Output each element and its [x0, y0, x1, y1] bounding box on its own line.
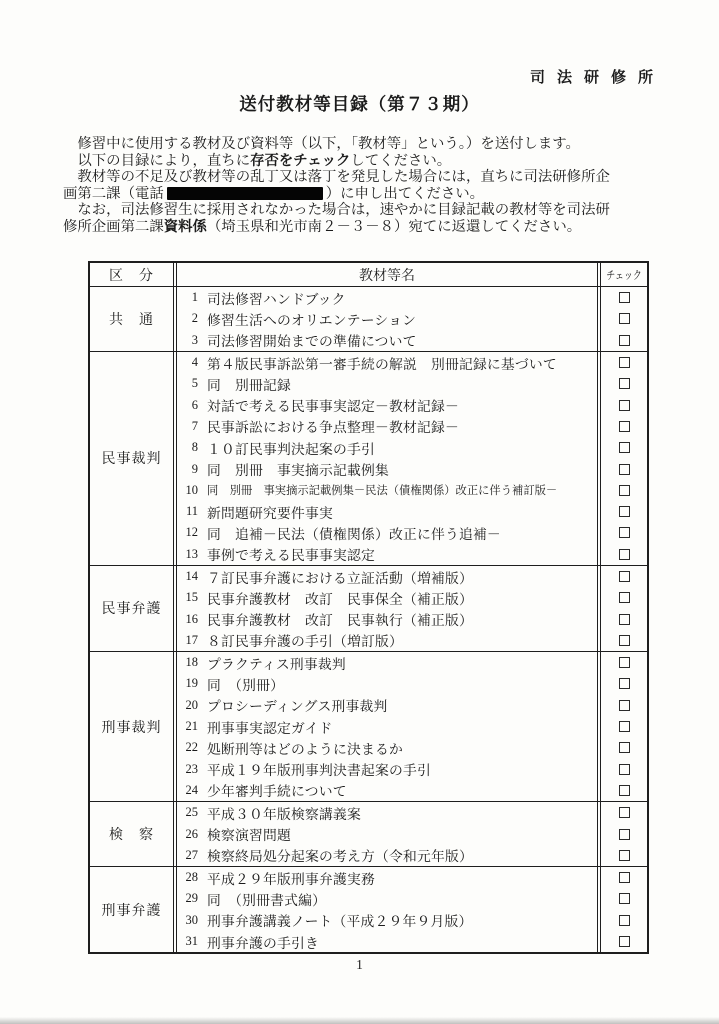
checkbox-unchecked[interactable]: [619, 527, 630, 538]
item-title: 処断刑等はどのように決まるか: [207, 741, 403, 757]
table-row: [177, 352, 597, 373]
table-section: [90, 351, 647, 565]
intro-line: [63, 169, 663, 186]
intro-line: [63, 136, 663, 153]
checkbox-unchecked[interactable]: [619, 742, 630, 753]
checkbox-unchecked[interactable]: [619, 764, 630, 775]
table-row: [177, 931, 597, 952]
item-title: 司法修習ハンドブック: [207, 291, 346, 307]
table-row: [177, 287, 597, 308]
table-row: [177, 823, 597, 844]
intro-line: [63, 219, 663, 236]
item-number: 10: [185, 482, 198, 497]
item-title: １０訂民事判決起案の手引: [207, 441, 375, 457]
item-number: 22: [185, 740, 198, 755]
checkbox-unchecked[interactable]: [619, 485, 630, 496]
emphasized-text: 資料係: [163, 218, 207, 235]
item-number: 2: [191, 311, 198, 326]
item-title: プロシーディングス刑事裁判: [207, 699, 388, 715]
item-number: 19: [185, 676, 198, 691]
intro-line: [63, 153, 663, 170]
intro-paragraphs: [63, 136, 663, 235]
check-cell: [601, 330, 647, 351]
item-title: 同 追補－民法（債権関係）改正に伴う追補－: [207, 526, 501, 542]
page-number: 1: [356, 957, 363, 972]
check-cell: [601, 437, 647, 458]
table-section: [90, 866, 647, 952]
item-title: 刑事事実認定ガイド: [207, 720, 333, 736]
item-number: 21: [185, 719, 198, 734]
table-row: [177, 330, 597, 351]
item-title: 検察演習問題: [207, 828, 291, 844]
item-title: 刑事弁護講義ノート（平成２９年９月版）: [207, 914, 473, 930]
item-title: 同 別冊 事実摘示記載例集－民法（債権関係）改正に伴う補訂版－: [207, 485, 558, 498]
checkbox-unchecked[interactable]: [619, 807, 630, 818]
item-title: 民事弁護教材 改訂 民事執行（補正版）: [207, 613, 473, 629]
check-cell: [601, 287, 647, 308]
body-text: 修習中に使用する教材及び資料等（以下，「教材等」という。）を送付します。: [63, 136, 580, 152]
item-number: 6: [191, 397, 198, 412]
checkbox-unchecked[interactable]: [619, 721, 630, 732]
checkbox-unchecked[interactable]: [619, 313, 630, 324]
item-title: 同 別冊記録: [207, 377, 291, 393]
item-number: 9: [191, 461, 198, 476]
item-number: 23: [185, 761, 198, 776]
check-cell: [601, 522, 647, 543]
column-header-check: チェック: [606, 269, 642, 282]
column-header-material: 教材等名: [359, 268, 415, 284]
check-cell: [601, 716, 647, 737]
table-row: [177, 416, 597, 437]
table-header-row: [90, 263, 647, 287]
checkbox-unchecked[interactable]: [619, 592, 630, 603]
check-cell: [601, 759, 647, 780]
item-number: 26: [185, 826, 198, 841]
materials-table: [88, 261, 649, 954]
table-row: [177, 630, 597, 651]
item-title: 司法修習開始までの準備について: [207, 334, 417, 350]
institution-name: 司法研修所: [529, 70, 665, 86]
table-row: [177, 566, 597, 587]
item-number: 15: [185, 590, 198, 605]
item-number: 8: [191, 440, 198, 455]
body-text: 画第二課（電話: [63, 185, 164, 202]
item-title: 民事訴訟における争点整理－教材記録－: [207, 420, 459, 436]
check-cell: [601, 608, 647, 629]
table-row: [177, 845, 597, 866]
section-category-label: 検 察: [90, 802, 174, 866]
table-row: [177, 544, 597, 565]
table-row: [177, 308, 597, 329]
section-category-label: 刑事裁判: [90, 652, 174, 801]
body-text: （埼玉県和光市南２－３－８）宛てに返還してください。: [206, 218, 582, 235]
item-number: 5: [191, 376, 198, 391]
body-text: 修所企画第二課: [63, 218, 164, 235]
item-title: 検察終局処分起案の考え方（令和元年版）: [207, 849, 473, 865]
table-row: [177, 373, 597, 394]
intro-line: [63, 186, 663, 203]
item-number: 29: [185, 891, 198, 906]
checkbox-unchecked[interactable]: [619, 893, 630, 904]
check-cell: [601, 416, 647, 437]
item-title: 第４版民事訴訟第一審手続の解説 別冊記録に基づいて: [207, 356, 557, 372]
check-cell: [601, 373, 647, 394]
checkbox-unchecked[interactable]: [619, 571, 630, 582]
table-row: [177, 673, 597, 694]
emphasized-text: 存否をチェック: [250, 152, 351, 169]
section-category-label: 民事裁判: [90, 352, 174, 565]
item-title: 同 （別冊書式編）: [207, 892, 327, 908]
item-title: 平成１９年版刑事判決書起案の手引: [207, 763, 431, 779]
table-row: [177, 737, 597, 758]
checkbox-unchecked[interactable]: [619, 785, 630, 796]
check-cell: [601, 480, 647, 501]
item-number: 24: [185, 782, 198, 797]
table-row: [177, 695, 597, 716]
table-row: [177, 910, 597, 931]
item-number: 1: [191, 290, 198, 305]
check-cell: [601, 673, 647, 694]
check-cell: [601, 780, 647, 801]
checkbox-unchecked[interactable]: [619, 936, 630, 947]
check-cell: [601, 394, 647, 415]
table-section: [90, 801, 647, 866]
item-number: 12: [185, 525, 198, 540]
item-number: 31: [185, 934, 198, 949]
body-text: してください。: [350, 152, 452, 169]
check-cell: [601, 910, 647, 931]
check-cell: [601, 652, 647, 673]
checkbox-unchecked[interactable]: [619, 421, 630, 432]
checkbox-unchecked[interactable]: [619, 357, 630, 368]
item-number: 18: [185, 655, 198, 670]
item-number: 11: [185, 504, 198, 519]
table-row: [177, 652, 597, 673]
item-number: 13: [185, 546, 198, 561]
table-section: [90, 651, 647, 801]
item-number: 30: [185, 912, 198, 927]
check-cell: [601, 867, 647, 888]
checkbox-unchecked[interactable]: [619, 829, 630, 840]
table-row: [177, 867, 597, 888]
item-number: 27: [185, 847, 198, 862]
intro-line: [63, 202, 663, 219]
table-row: [177, 394, 597, 415]
item-title: プラクティス刑事裁判: [207, 656, 346, 672]
checkbox-unchecked[interactable]: [619, 850, 630, 861]
table-row: [177, 501, 597, 522]
column-header-category: 区 分: [90, 263, 174, 286]
redacted-phone-number: [167, 187, 323, 200]
table-row: [177, 587, 597, 608]
item-title: 民事弁護教材 改訂 民事保全（補正版）: [207, 591, 473, 607]
table-row: [177, 522, 597, 543]
checkbox-unchecked[interactable]: [619, 872, 630, 883]
checkbox-unchecked[interactable]: [619, 464, 630, 475]
check-cell: [601, 458, 647, 479]
check-cell: [601, 888, 647, 909]
checkbox-unchecked[interactable]: [619, 292, 630, 303]
body-text: 教材等の不足及び教材等の乱丁又は落丁を発見した場合には，直ちに司法研修所企: [63, 169, 610, 185]
item-title: 刑事弁護の手引き: [207, 935, 319, 951]
table-section: [90, 287, 647, 351]
check-cell: [601, 737, 647, 758]
check-cell: [601, 501, 647, 522]
item-title: 修習生活へのオリエンテーション: [207, 312, 417, 328]
section-category-label: 刑事弁護: [90, 867, 174, 952]
checkbox-unchecked[interactable]: [619, 614, 630, 625]
item-title: 平成２９年版刑事弁護実務: [207, 871, 375, 887]
check-cell: [601, 823, 647, 844]
scan-edge-shadow: [0, 1017, 719, 1024]
check-cell: [601, 566, 647, 587]
checkbox-unchecked[interactable]: [619, 678, 630, 689]
checkbox-unchecked[interactable]: [619, 378, 630, 389]
table-row: [177, 888, 597, 909]
check-cell: [601, 931, 647, 952]
checkbox-unchecked[interactable]: [619, 915, 630, 926]
checkbox-unchecked[interactable]: [619, 635, 630, 646]
item-title: 少年審判手続について: [207, 784, 347, 800]
table-row: [177, 480, 597, 501]
table-row: [177, 759, 597, 780]
check-cell: [601, 802, 647, 823]
table-row: [177, 437, 597, 458]
item-number: 17: [185, 632, 198, 647]
body-text: ）に申し出てください。: [325, 185, 485, 202]
check-cell: [601, 845, 647, 866]
item-title: 対話で考える民事事実認定－教材記録－: [207, 399, 459, 415]
check-cell: [601, 587, 647, 608]
item-number: 3: [191, 332, 198, 347]
item-title: 事例で考える民事事実認定: [207, 548, 375, 564]
item-number: 7: [191, 418, 198, 433]
item-number: 28: [185, 870, 198, 885]
item-title: 同 （別冊）: [207, 677, 285, 693]
body-text: 以下の目録により，直ちに: [63, 152, 251, 169]
item-number: 20: [185, 697, 198, 712]
section-category-label: 共 通: [90, 287, 174, 351]
checkbox-unchecked[interactable]: [619, 657, 630, 668]
document-title: 送付教材等目録（第７３期）: [239, 94, 480, 114]
check-cell: [601, 695, 647, 716]
checkbox-unchecked[interactable]: [619, 700, 630, 711]
checkbox-unchecked[interactable]: [619, 549, 630, 560]
checkbox-unchecked[interactable]: [619, 442, 630, 453]
item-title: ８訂民事弁護の手引（増訂版）: [207, 634, 403, 650]
item-title: 平成３０年版検察講義案: [207, 806, 361, 822]
check-cell: [601, 630, 647, 651]
item-number: 4: [191, 355, 198, 370]
checkbox-unchecked[interactable]: [619, 400, 630, 411]
table-row: [177, 608, 597, 629]
item-number: 25: [185, 805, 198, 820]
item-title: 同 別冊 事実摘示記載例集: [207, 463, 389, 479]
table-row: [177, 458, 597, 479]
check-cell: [601, 544, 647, 565]
table-row: [177, 716, 597, 737]
table-row: [177, 802, 597, 823]
table-row: [177, 780, 597, 801]
checkbox-unchecked[interactable]: [619, 506, 630, 517]
body-text: なお，司法修習生に採用されなかった場合は，速やかに目録記載の教材等を司法研: [63, 202, 610, 218]
item-number: 16: [185, 611, 198, 626]
checkbox-unchecked[interactable]: [619, 335, 630, 346]
section-category-label: 民事弁護: [90, 566, 174, 651]
item-title: ７訂民事弁護における立証活動（増補版）: [207, 570, 473, 586]
table-section: [90, 565, 647, 651]
item-number: 14: [185, 569, 198, 583]
check-cell: [601, 352, 647, 373]
item-title: 新問題研究要件事実: [207, 505, 333, 521]
check-cell: [601, 308, 647, 329]
